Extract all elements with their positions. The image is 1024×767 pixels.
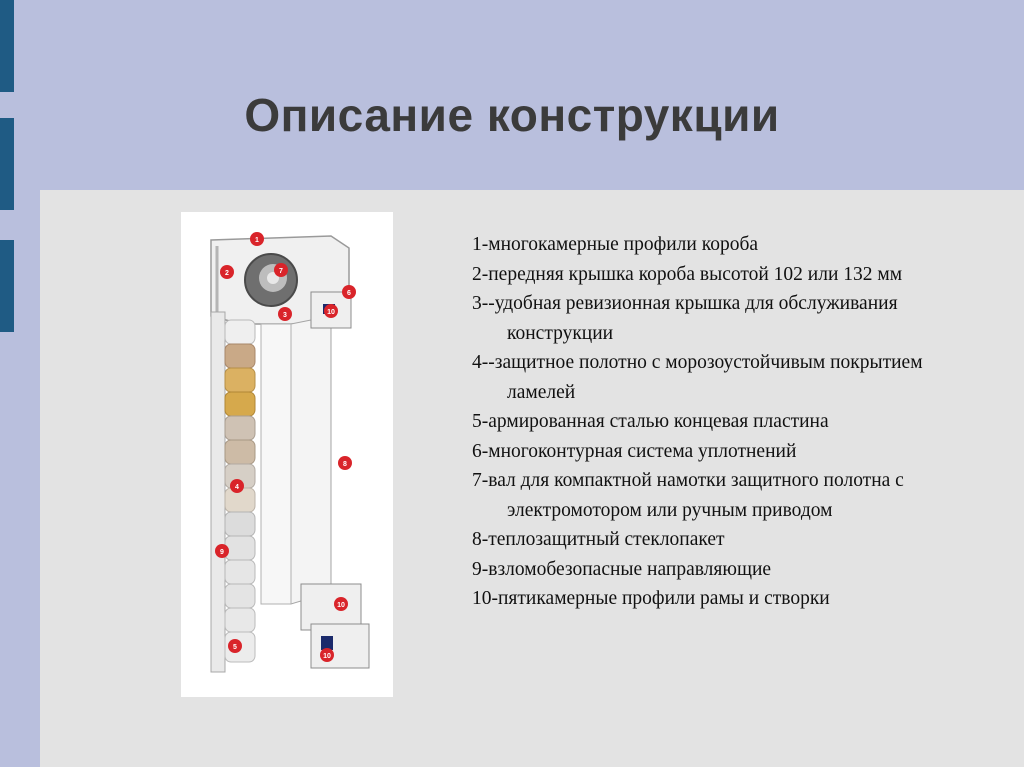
svg-text:10: 10 xyxy=(323,653,331,660)
svg-text:7: 7 xyxy=(279,268,283,275)
list-item: 5-армированная сталью концевая пластина xyxy=(472,411,829,432)
frame-profile-bottom xyxy=(311,624,369,668)
svg-text:3: 3 xyxy=(283,312,287,319)
callout-1 xyxy=(250,232,264,246)
callout-3 xyxy=(278,307,292,321)
svg-text:5: 5 xyxy=(233,644,237,651)
frame-profile-sash xyxy=(301,584,361,630)
list-item: 8-теплозащитный стеклопакет xyxy=(472,529,725,550)
callout-4 xyxy=(230,479,244,493)
callout-5 xyxy=(228,639,242,653)
callout-8 xyxy=(338,456,352,470)
slide-title: Описание конструкции xyxy=(244,89,780,141)
callout-9 xyxy=(215,544,229,558)
list-item: 7-вал для компактной намотки защитного полотна с электромотором или ручным приводом xyxy=(472,470,904,521)
list-item: 3--удобная ревизионная крышка для обслуживания конструкции xyxy=(472,293,898,344)
svg-text:8: 8 xyxy=(343,461,347,468)
window-frame xyxy=(261,324,291,604)
list-item: 2-передняя крышка короба высотой 102 или 132 мм xyxy=(472,263,903,285)
roller-shutter-illustration xyxy=(181,212,393,697)
svg-text:4: 4 xyxy=(235,484,239,491)
list-item: 9-взломобезопасные направляющие xyxy=(472,558,772,580)
guide-rail xyxy=(211,312,225,672)
svg-text:9: 9 xyxy=(220,549,224,556)
component-list xyxy=(472,230,982,614)
svg-text:2: 2 xyxy=(225,270,229,277)
side-tab xyxy=(0,240,14,332)
svg-text:10: 10 xyxy=(337,602,345,609)
callout-7 xyxy=(274,263,288,277)
callout-2 xyxy=(220,265,234,279)
svg-text:6: 6 xyxy=(347,290,351,297)
roller-shutter-diagram xyxy=(181,212,393,697)
list-item: 10-пятикамерные профили рамы и створки xyxy=(472,588,830,609)
callout-6 xyxy=(342,285,356,299)
callout-10 xyxy=(324,304,338,318)
side-tab xyxy=(0,0,14,92)
svg-text:10: 10 xyxy=(327,309,335,316)
seal xyxy=(321,636,333,650)
list-item: 6-многоконтурная система уплотнений xyxy=(472,440,797,462)
list-item: 4--защитное полотно с морозоустойчивым покрытием ламелей xyxy=(472,352,923,403)
svg-text:1: 1 xyxy=(255,237,259,244)
callout-10 xyxy=(320,648,334,662)
callout-10 xyxy=(334,597,348,611)
list-item: 1-многокамерные профили короба xyxy=(472,234,759,255)
glazing-unit xyxy=(291,316,331,604)
